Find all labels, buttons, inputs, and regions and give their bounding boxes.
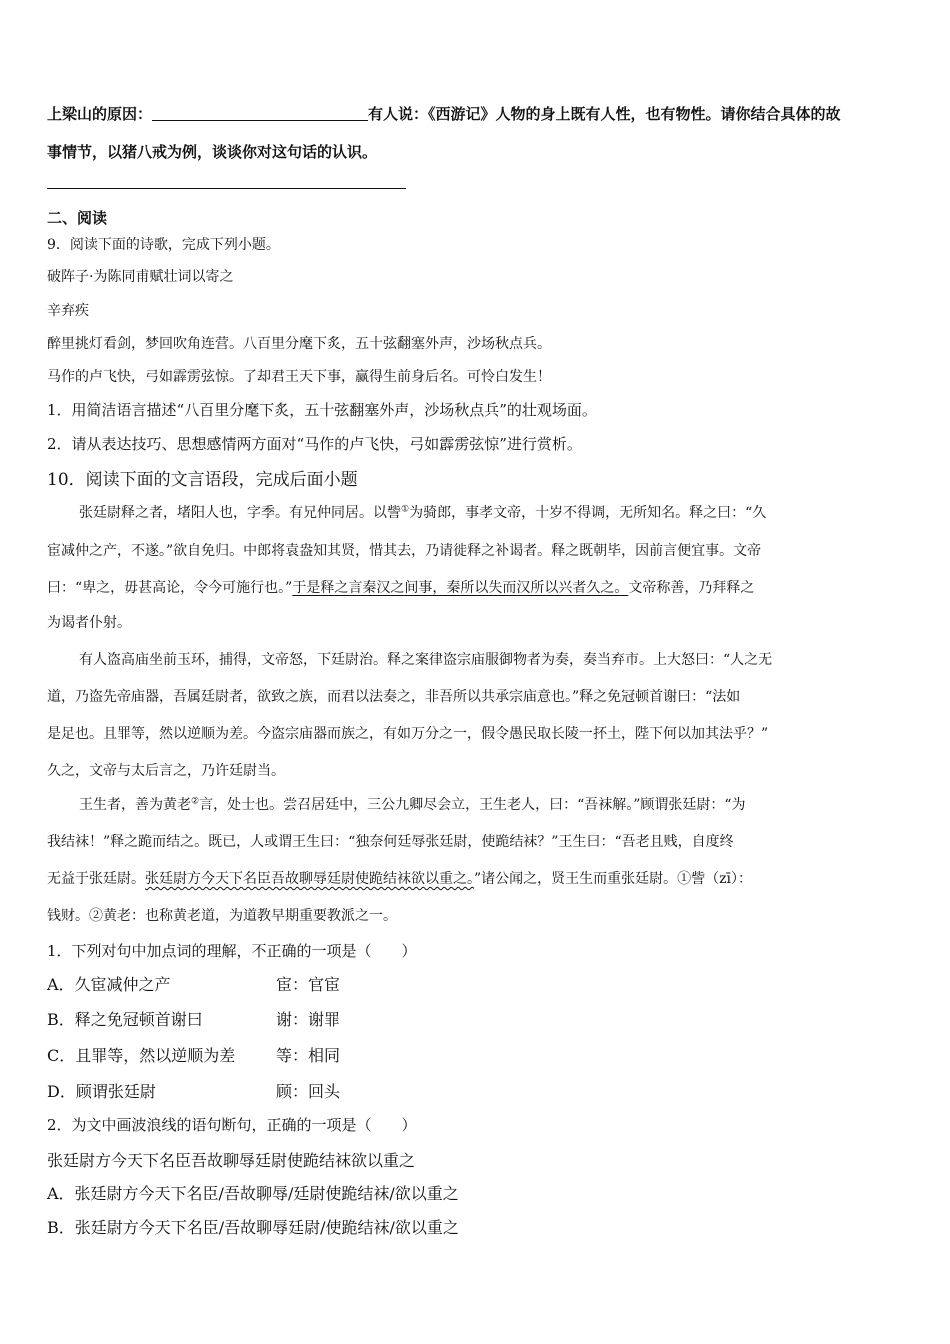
sub2-option-a[interactable]: A．张廷尉方今天下名臣/吾故聊辱/廷尉使跪结袜/欲以重之 [47,1184,459,1203]
passage-p3-line-3: 无益于张廷尉。张廷尉方今天下名臣吾故聊辱廷尉使跪结袜欲以重之。”诸公闻之，贤王生而重张廷尉。①訾（zī）： [47,871,753,887]
q8-middle: 有人说：《西游记》人物的身上既有人性，也有物性。请你结合具体的故 [368,105,841,123]
question-8-line-2: 事情节，以猪八戒为例，谈谈你对这句话的认识。 [47,143,378,161]
q8-prefix: 上梁山的原因： [47,105,153,123]
poem-line-2: 马作的卢飞快，弓如霹雳弦惊。了却君王天下事，赢得生前身后名。可怜白发生！ [47,369,551,385]
q10-sub2-sentence: 张廷尉方今天下名臣吾故聊辱廷尉使跪结袜欲以重之 [47,1151,416,1170]
option-a[interactable]: A．久宦减仲之产 [47,975,171,994]
q10-subquestion-1: 1．下列对句中加点词的理解，不正确的一项是（ ） [47,942,417,960]
poem-line-1: 醉里挑灯看剑，梦回吹角连营。八百里分麾下炙，五十弦翻塞外声，沙场秋点兵。 [47,336,551,352]
passage-p3-line-1: 王生者，善为黄老②言，处士也。尝召居廷中，三公九卿尽会立，王生老人，曰：“吾袜解。”顾谓张廷尉：“为 [79,796,746,813]
option-c-gloss: 等：相同 [276,1046,341,1065]
q10-subquestion-2: 2．为文中画波浪线的语句断句，正确的一项是（ ） [47,1116,417,1134]
answer-rule[interactable] [47,188,406,189]
underlined-sentence: 于是释之言秦汉之间事，秦所以失而汉所以兴者久之。 [292,580,629,596]
passage-p2-line-1: 有人盗高庙坐前玉环，捕得，文帝怒，下廷尉治。释之案律盗宗庙服御物者为奏，奏当弃市。上大怒曰：“人之无 [79,652,773,668]
option-d[interactable]: D．顾谓张廷尉 [47,1082,156,1101]
answer-blank[interactable] [152,106,368,121]
option-d-gloss: 顾：回头 [276,1082,341,1101]
option-b-gloss: 谢：谢罪 [276,1010,341,1029]
section-heading: 二、阅读 [47,209,108,227]
passage-p2-line-3: 是足也。且罪等，然以逆顺为差。今盗宗庙器而族之，有如万分之一，假令愚民取长陵一抔土，陛下何以加其法乎？” [47,726,769,742]
passage-p1-line-2: 宦减仲之产，不遂。”欲自免归。中郎将袁盎知其贤，惜其去，乃请徙释之补谒者。释之既朝毕，因前言便宜事。文帝 [47,543,762,559]
poem-title: 破阵子·为陈同甫赋壮词以寄之 [47,269,234,285]
passage-p3-line-2: 我结袜！”释之跪而结之。既已，人或谓王生曰：“独奈何廷辱张廷尉，使跪结袜？”王生曰：“吾老且贱，自度终 [47,834,734,850]
passage-p2-line-2: 道，乃盗先帝庙器，吾属廷尉者，欲致之族，而君以法奏之，非吾所以共承宗庙意也。”释之免冠顿首谢曰：“法如 [47,689,741,705]
q9-subquestion-2: 2．请从表达技巧、思想感情两方面对“马作的卢飞快，弓如霹雳弦惊”进行赏析。 [47,435,582,453]
option-b[interactable]: B．释之免冠顿首谢曰 [47,1010,203,1029]
passage-notes-line: 钱财。②黄老：也称黄老道，为道教早期重要教派之一。 [47,908,397,924]
option-c[interactable]: C．且罪等，然以逆顺为差 [47,1046,236,1065]
passage-p1-line-4: 为谒者仆射。 [47,615,131,631]
option-a-gloss: 宦：官宦 [276,975,341,994]
question-10-prompt: 10．阅读下面的文言语段，完成后面小题 [47,470,358,490]
passage-p1-line-3: 曰：“卑之，毋甚高论，令今可施行也。”于是释之言秦汉之间事，秦所以失而汉所以兴者久之。文帝称善，乃拜释之 [47,580,755,596]
sub2-option-b[interactable]: B．张廷尉方今天下名臣/吾故聊辱廷尉/使跪结袜/欲以重之 [47,1218,459,1237]
q9-subquestion-1: 1．用简洁语言描述“八百里分麾下炙，五十弦翻塞外声，沙场秋点兵”的壮观场面。 [47,401,597,419]
passage-p2-line-4: 久之，文帝与太后言之，乃许廷尉当。 [47,763,285,779]
poem-author: 辛弃疾 [47,303,89,319]
passage-p1-line-1: 张廷尉释之者，堵阳人也，字季。有兄仲同居。以訾①为骑郎，事孝文帝，十岁不得调，无所知名。释之曰：“久 [79,504,767,521]
question-8-line-1 [47,103,841,124]
question-9-prompt: 9．阅读下面的诗歌，完成下列小题。 [47,237,280,253]
wavy-underlined-sentence: 张廷尉方今天下名臣吾故聊辱廷尉使跪结袜欲以重之。 [145,871,474,887]
